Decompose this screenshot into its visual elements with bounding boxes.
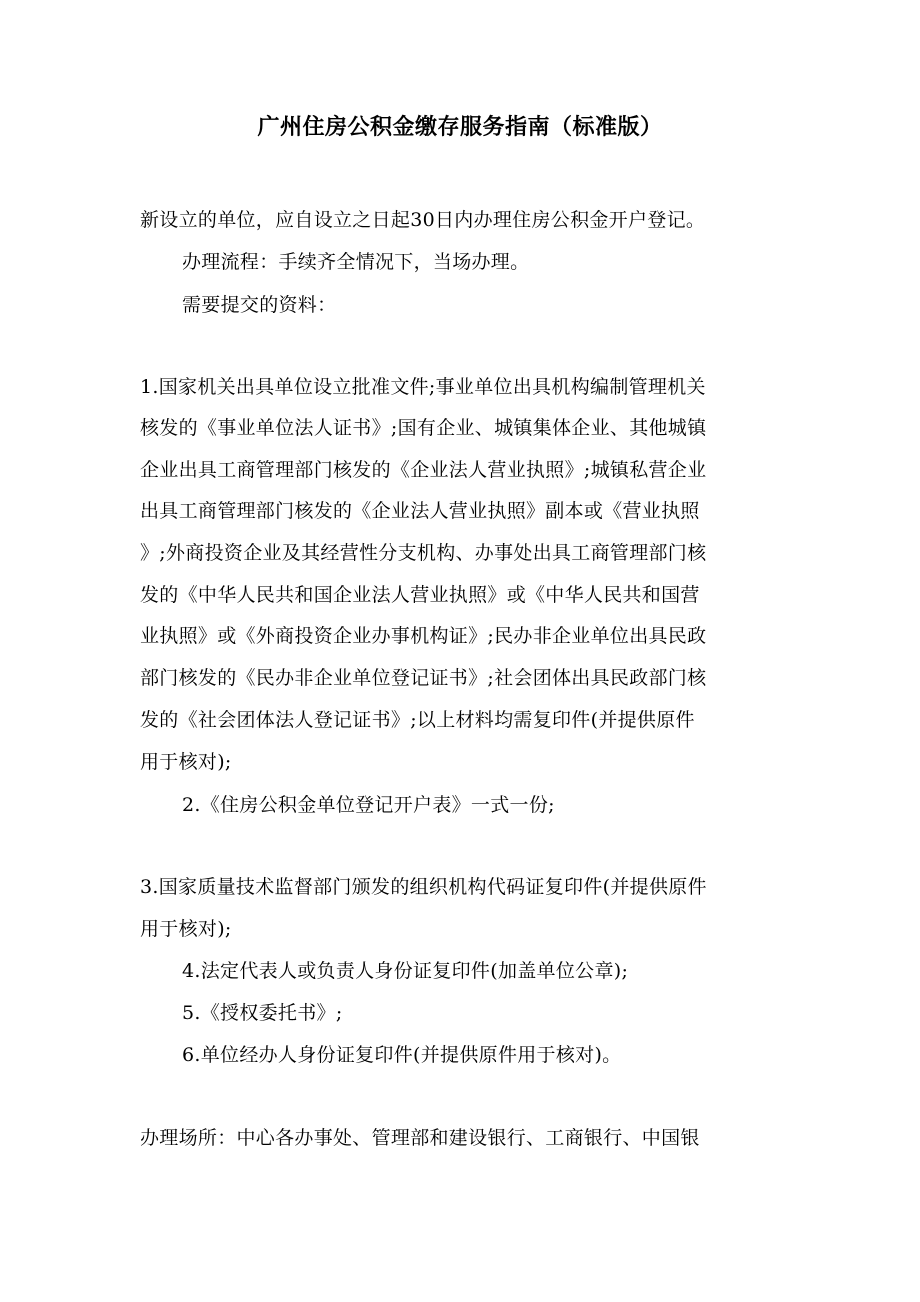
materials-heading: 需要提交的资料： (182, 294, 337, 316)
item5-paragraph: 5.《授权委托书》; (182, 1002, 343, 1024)
item1-line: 企业出具工商管理部门核发的《企业法人营业执照》;城镇私营企业 (140, 459, 707, 481)
item6-paragraph: 6.单位经办人身份证复印件(并提供原件用于核对)。 (182, 1044, 622, 1066)
location-paragraph: 办理场所：中心各办事处、管理部和建设银行、工商银行、中国银 (140, 1127, 700, 1149)
intro-paragraph: 新设立的单位，应自设立之日起30日内办理住房公积金开户登记。 (140, 209, 706, 231)
item1-line: 部门核发的《民办非企业单位登记证书》;社会团体出具民政部门核 (140, 667, 707, 689)
item3-line: 用于核对); (140, 918, 232, 940)
item2-paragraph: 2.《住房公积金单位登记开户表》一式一份; (182, 794, 555, 816)
item1-line: 发的《社会团体法人登记证书》;以上材料均需复印件(并提供原件 (140, 709, 695, 731)
item1-line: 发的《中华人民共和国企业法人营业执照》或《中华人民共和国营 (140, 584, 700, 606)
item3-line: 3.国家质量技术监督部门颁发的组织机构代码证复印件(并提供原件 (140, 876, 707, 898)
document-title: 广州住房公积金缴存服务指南（标准版） (257, 115, 663, 140)
item1-line: 用于核对); (140, 751, 232, 773)
item1-line: 1.国家机关出具单位设立批准文件;事业单位出具机构编制管理机关 (140, 376, 706, 398)
item1-line: 业执照》或《外商投资企业办事机构证》;民办非企业单位出具民政 (140, 625, 707, 647)
item4-paragraph: 4.法定代表人或负责人身份证复印件(加盖单位公章); (182, 960, 629, 982)
item1-line: 》;外商投资企业及其经营性分支机构、办事处出具工商管理部门核 (140, 542, 707, 564)
item1-line: 出具工商管理部门核发的《企业法人营业执照》副本或《营业执照 (140, 500, 700, 522)
item1-line: 核发的《事业单位法人证书》;国有企业、城镇集体企业、其他城镇 (140, 417, 707, 439)
process-paragraph: 办理流程：手续齐全情况下，当场办理。 (182, 251, 530, 273)
